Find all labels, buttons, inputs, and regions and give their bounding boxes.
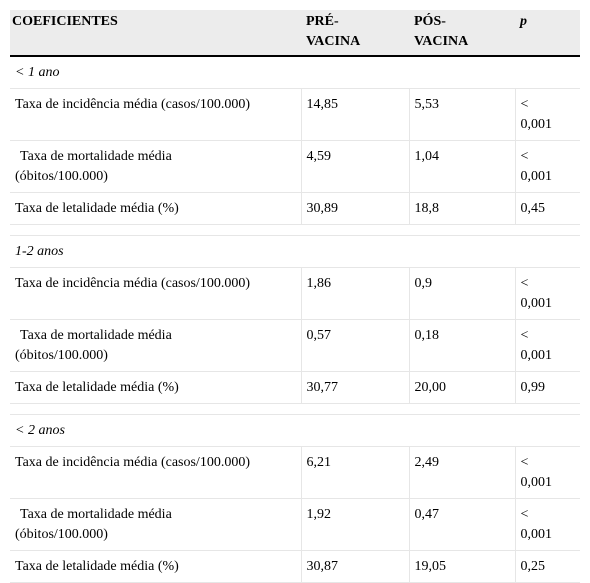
header-p: p [515, 10, 580, 56]
p-value: < 0,001 [515, 268, 580, 320]
pos-value: 0,9 [409, 268, 515, 320]
coefficients-table [10, 10, 580, 583]
p-value: < 0,001 [515, 447, 580, 499]
group-label: < 2 anos [10, 415, 580, 447]
pre-value: 1,86 [301, 268, 409, 320]
row-label: Taxa de mortalidade média (óbitos/100.000) [10, 141, 301, 193]
header-coeficientes: COEFICIENTES [10, 10, 301, 56]
header-pre-vacina: PRÉ- VACINA [301, 10, 409, 56]
row-label: Taxa de letalidade média (%) [10, 551, 301, 583]
pos-value: 0,47 [409, 499, 515, 551]
spacer-row [10, 225, 580, 236]
p-value: < 0,001 [515, 320, 580, 372]
row-label: Taxa de incidência média (casos/100.000) [10, 447, 301, 499]
row-label: Taxa de incidência média (casos/100.000) [10, 89, 301, 141]
table-row [10, 193, 580, 225]
pos-value: 2,49 [409, 447, 515, 499]
table-row [10, 372, 580, 404]
pre-value: 6,21 [301, 447, 409, 499]
table-row [10, 268, 580, 320]
table-row [10, 89, 580, 141]
pos-value: 5,53 [409, 89, 515, 141]
pre-value: 30,87 [301, 551, 409, 583]
pre-value: 4,59 [301, 141, 409, 193]
row-label: Taxa de mortalidade média (óbitos/100.000) [10, 320, 301, 372]
pos-value: 0,18 [409, 320, 515, 372]
row-label: Taxa de letalidade média (%) [10, 372, 301, 404]
pos-value: 1,04 [409, 141, 515, 193]
pre-value: 0,57 [301, 320, 409, 372]
row-label: Taxa de incidência média (casos/100.000) [10, 268, 301, 320]
group-row [10, 56, 580, 89]
p-value: < 0,001 [515, 89, 580, 141]
table-row [10, 551, 580, 583]
spacer-row [10, 404, 580, 415]
table-header-row [10, 10, 580, 56]
pre-value: 1,92 [301, 499, 409, 551]
table-row [10, 499, 580, 551]
pos-value: 18,8 [409, 193, 515, 225]
p-value: < 0,001 [515, 141, 580, 193]
pre-value: 14,85 [301, 89, 409, 141]
pos-value: 19,05 [409, 551, 515, 583]
row-label: Taxa de letalidade média (%) [10, 193, 301, 225]
group-row [10, 236, 580, 268]
p-value: < 0,001 [515, 499, 580, 551]
table-row [10, 447, 580, 499]
group-label: 1-2 anos [10, 236, 580, 268]
p-value: 0,25 [515, 551, 580, 583]
group-label: < 1 ano [10, 56, 580, 89]
p-value: 0,45 [515, 193, 580, 225]
pre-value: 30,77 [301, 372, 409, 404]
row-label: Taxa de mortalidade média (óbitos/100.000) [10, 499, 301, 551]
header-pos-vacina: PÓS- VACINA [409, 10, 515, 56]
pre-value: 30,89 [301, 193, 409, 225]
group-row [10, 415, 580, 447]
pos-value: 20,00 [409, 372, 515, 404]
table-row [10, 320, 580, 372]
p-value: 0,99 [515, 372, 580, 404]
table-row [10, 141, 580, 193]
